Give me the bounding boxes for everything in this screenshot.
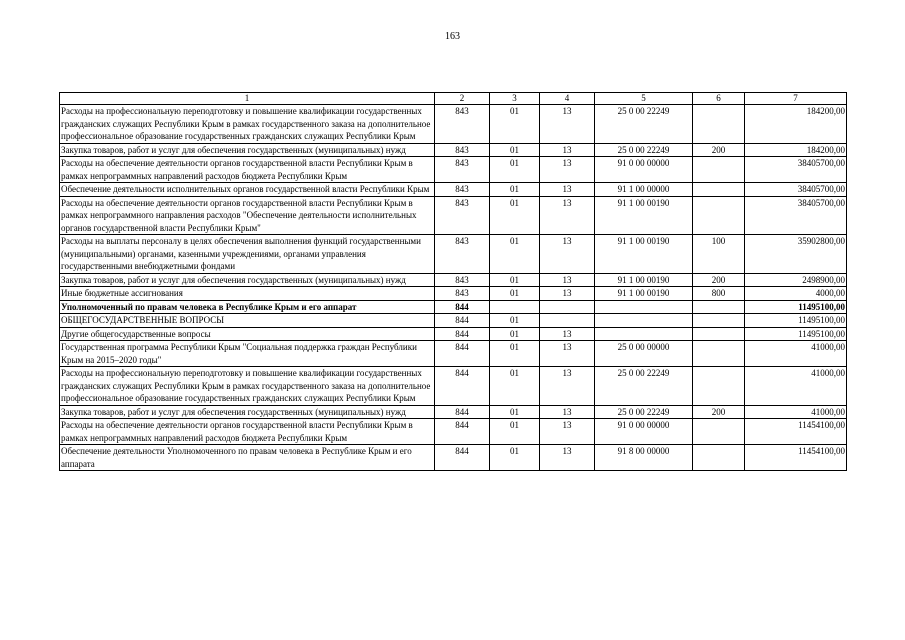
page-number: 163 (445, 31, 460, 42)
table-row (60, 235, 847, 274)
table-row (60, 143, 847, 157)
section-code-cell: 01 (490, 183, 540, 197)
expense-type-cell (693, 196, 745, 235)
column-header: 6 (693, 93, 745, 105)
target-article-cell: 91 1 00 00190 (595, 196, 693, 235)
expense-type-cell: 800 (693, 287, 745, 301)
amount-cell: 184200,00 (745, 105, 847, 144)
expense-type-cell (693, 367, 745, 406)
column-header: 4 (540, 93, 595, 105)
target-article-cell (595, 300, 693, 314)
expense-type-cell: 100 (693, 235, 745, 274)
expense-type-cell (693, 300, 745, 314)
target-article-cell: 91 1 00 00000 (595, 183, 693, 197)
table-row (60, 405, 847, 419)
expense-name-cell: Иные бюджетные ассигнования (60, 287, 435, 301)
table-row (60, 273, 847, 287)
expense-type-cell: 200 (693, 273, 745, 287)
section-code-cell: 01 (490, 419, 540, 445)
expense-name-cell: Другие общегосударственные вопросы (60, 327, 435, 341)
amount-cell: 11454100,00 (745, 419, 847, 445)
expense-name-cell: Расходы на обеспечение деятельности органов государственной власти Республики Крым в рамках непрограммных направлений расходов бюджета Республики Крым (60, 157, 435, 183)
target-article-cell: 91 1 00 00190 (595, 273, 693, 287)
amount-cell: 38405700,00 (745, 157, 847, 183)
expense-name-cell: Закупка товаров, работ и услуг для обеспечения государственных (муниципальных) нужд (60, 273, 435, 287)
amount-cell: 41000,00 (745, 405, 847, 419)
expense-type-cell (693, 327, 745, 341)
expense-name-cell: Расходы на обеспечение деятельности органов государственной власти Республики Крым в рамках непрограммных направлений расходов бюджета Республики Крым (60, 419, 435, 445)
expense-type-cell (693, 157, 745, 183)
target-article-cell: 91 0 00 00000 (595, 157, 693, 183)
ministry-code-cell: 843 (435, 235, 490, 274)
amount-cell: 184200,00 (745, 143, 847, 157)
section-code-cell (490, 300, 540, 314)
expense-type-cell (693, 105, 745, 144)
target-article-cell: 25 0 00 22249 (595, 143, 693, 157)
table-row (60, 341, 847, 367)
expense-name-cell: ОБЩЕГОСУДАРСТВЕННЫЕ ВОПРОСЫ (60, 314, 435, 328)
target-article-cell: 25 0 00 22249 (595, 405, 693, 419)
expense-type-cell (693, 341, 745, 367)
column-number-row (60, 93, 847, 105)
expense-type-cell (693, 314, 745, 328)
section-code-cell: 01 (490, 273, 540, 287)
table-row (60, 157, 847, 183)
section-code-cell: 01 (490, 143, 540, 157)
amount-cell: 11495100,00 (745, 300, 847, 314)
subsection-code-cell: 13 (540, 445, 595, 471)
section-code-cell: 01 (490, 196, 540, 235)
ministry-code-cell: 843 (435, 105, 490, 144)
expense-type-cell (693, 419, 745, 445)
table-row (60, 445, 847, 471)
ministry-code-cell: 844 (435, 367, 490, 406)
subsection-code-cell: 13 (540, 419, 595, 445)
subsection-code-cell: 13 (540, 341, 595, 367)
column-header: 2 (435, 93, 490, 105)
target-article-cell: 25 0 00 00000 (595, 341, 693, 367)
amount-cell: 11454100,00 (745, 445, 847, 471)
expense-name-cell: Обеспечение деятельности Уполномоченного по правам человека в Республике Крым и его аппарата (60, 445, 435, 471)
table-row (60, 419, 847, 445)
target-article-cell: 91 1 00 00190 (595, 287, 693, 301)
column-header: 3 (490, 93, 540, 105)
amount-cell: 11495100,00 (745, 327, 847, 341)
ministry-code-cell: 844 (435, 314, 490, 328)
target-article-cell: 91 8 00 00000 (595, 445, 693, 471)
expense-name-cell: Расходы на профессиональную переподготовку и повышение квалификации государственных гражданских служащих Республики Крым в рамках государственного заказа на дополнительное профессиональное образование государственных гражданских служащих Республики Крым (60, 367, 435, 406)
ministry-code-cell: 843 (435, 143, 490, 157)
section-code-cell: 01 (490, 314, 540, 328)
table-row (60, 327, 847, 341)
subsection-code-cell: 13 (540, 183, 595, 197)
ministry-code-cell: 843 (435, 196, 490, 235)
ministry-code-cell: 843 (435, 287, 490, 301)
subsection-code-cell (540, 300, 595, 314)
table-row (60, 367, 847, 406)
section-code-cell: 01 (490, 235, 540, 274)
target-article-cell: 25 0 00 22249 (595, 367, 693, 406)
subsection-code-cell (540, 314, 595, 328)
amount-cell: 38405700,00 (745, 183, 847, 197)
table-row (60, 287, 847, 301)
section-code-cell: 01 (490, 405, 540, 419)
column-header: 7 (745, 93, 847, 105)
ministry-code-cell: 844 (435, 445, 490, 471)
expense-type-cell: 200 (693, 405, 745, 419)
expense-name-cell: Уполномоченный по правам человека в Республике Крым и его аппарат (60, 300, 435, 314)
column-header: 5 (595, 93, 693, 105)
subsection-code-cell: 13 (540, 143, 595, 157)
ministry-code-cell: 843 (435, 273, 490, 287)
section-code-cell: 01 (490, 367, 540, 406)
subsection-code-cell: 13 (540, 405, 595, 419)
expense-type-cell (693, 445, 745, 471)
subsection-code-cell: 13 (540, 157, 595, 183)
subsection-code-cell: 13 (540, 273, 595, 287)
table-row (60, 196, 847, 235)
target-article-cell: 25 0 00 22249 (595, 105, 693, 144)
target-article-cell: 91 0 00 00000 (595, 419, 693, 445)
amount-cell: 41000,00 (745, 341, 847, 367)
table-body (60, 105, 847, 471)
subsection-code-cell: 13 (540, 105, 595, 144)
ministry-code-cell: 844 (435, 341, 490, 367)
subsection-code-cell: 13 (540, 235, 595, 274)
amount-cell: 38405700,00 (745, 196, 847, 235)
expense-type-cell: 200 (693, 143, 745, 157)
section-code-cell: 01 (490, 327, 540, 341)
target-article-cell (595, 314, 693, 328)
amount-cell: 11495100,00 (745, 314, 847, 328)
column-header: 1 (60, 93, 435, 105)
expense-name-cell: Закупка товаров, работ и услуг для обеспечения государственных (муниципальных) нужд (60, 405, 435, 419)
budget-table (59, 92, 847, 471)
subsection-code-cell: 13 (540, 327, 595, 341)
expense-name-cell: Расходы на обеспечение деятельности органов государственной власти Республики Крым в рамках непрограммного направления расходов "Обеспечение деятельности исполнительных органов государственной власти Республики Крым" (60, 196, 435, 235)
ministry-code-cell: 844 (435, 419, 490, 445)
expense-name-cell: Государственная программа Республики Крым "Социальная поддержка граждан Республики Крым на 2015–2020 годы" (60, 341, 435, 367)
table-row (60, 105, 847, 144)
subsection-code-cell: 13 (540, 287, 595, 301)
expense-name-cell: Закупка товаров, работ и услуг для обеспечения государственных (муниципальных) нужд (60, 143, 435, 157)
expense-name-cell: Расходы на выплаты персоналу в целях обеспечения выполнения функций государственными (муниципальными) органами, казенными учреждениями, органами управления государственными внебюджетными фондами (60, 235, 435, 274)
section-code-cell: 01 (490, 445, 540, 471)
amount-cell: 4000,00 (745, 287, 847, 301)
expense-name-cell: Расходы на профессиональную переподготовку и повышение квалификации государственных гражданских служащих Республики Крым в рамках государственного заказа на дополнительное профессиональное образование государственных гражданских служащих Республики Крым (60, 105, 435, 144)
ministry-code-cell: 843 (435, 157, 490, 183)
subsection-code-cell: 13 (540, 367, 595, 406)
section-code-cell: 01 (490, 157, 540, 183)
expense-name-cell: Обеспечение деятельности исполнительных органов государственной власти Республики Крым (60, 183, 435, 197)
ministry-code-cell: 844 (435, 300, 490, 314)
table-row (60, 183, 847, 197)
ministry-code-cell: 843 (435, 183, 490, 197)
section-code-cell: 01 (490, 105, 540, 144)
target-article-cell (595, 327, 693, 341)
amount-cell: 2498900,00 (745, 273, 847, 287)
subsection-code-cell: 13 (540, 196, 595, 235)
target-article-cell: 91 1 00 00190 (595, 235, 693, 274)
amount-cell: 41000,00 (745, 367, 847, 406)
table-row (60, 314, 847, 328)
section-code-cell: 01 (490, 287, 540, 301)
table-row (60, 300, 847, 314)
ministry-code-cell: 844 (435, 405, 490, 419)
section-code-cell: 01 (490, 341, 540, 367)
ministry-code-cell: 844 (435, 327, 490, 341)
amount-cell: 35902800,00 (745, 235, 847, 274)
expense-type-cell (693, 183, 745, 197)
